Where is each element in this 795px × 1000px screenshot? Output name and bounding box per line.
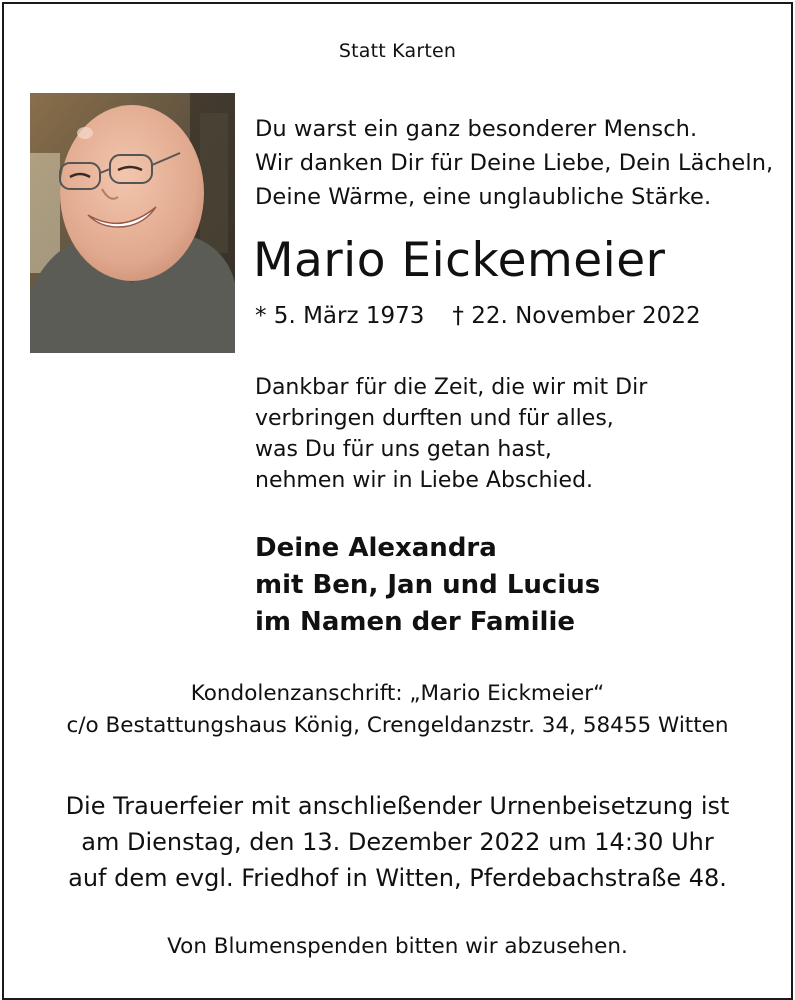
- header-text: Statt Karten: [338, 40, 457, 62]
- intro-line: Wir danken Dir für Deine Liebe, Dein Lächeln,: [255, 150, 774, 176]
- portrait-photo: [30, 93, 235, 353]
- mourners-line: Deine Alexandra: [255, 533, 497, 563]
- thanks-line: Dankbar für die Zeit, die wir mit Dir: [255, 375, 648, 400]
- portrait-illustration: [30, 93, 235, 353]
- thanks-verse: [255, 372, 647, 496]
- mourners-signature: [255, 530, 600, 641]
- thanks-line: was Du für uns getan hast,: [255, 437, 552, 462]
- intro-line: Du warst ein ganz besonderer Mensch.: [255, 116, 698, 142]
- life-dates: [255, 303, 701, 329]
- condolence-line: Kondolenzanschrift: „Mario Eickmeier“: [190, 681, 605, 706]
- flowers-note: Von Blumenspenden bitten wir abzusehen.: [167, 934, 628, 959]
- ceremony-line: Die Trauerfeier mit anschließender Urnenbeisetzung ist: [65, 792, 730, 820]
- birth-date: * 5. März 1973: [255, 303, 425, 329]
- intro-line: Deine Wärme, eine unglaubliche Stärke.: [255, 184, 712, 210]
- mourners-line: im Namen der Familie: [255, 607, 576, 637]
- death-date: † 22. November 2022: [452, 303, 701, 329]
- ceremony-line: am Dienstag, den 13. Dezember 2022 um 14:30 Uhr: [81, 828, 714, 856]
- condolence-line: c/o Bestattungshaus König, Crengeldanzstr. 34, 58455 Witten: [66, 713, 729, 738]
- deceased-name: Mario Eickemeier: [253, 233, 666, 288]
- intro-verse: [255, 112, 773, 214]
- condolence-address: [0, 678, 795, 742]
- thanks-line: nehmen wir in Liebe Abschied.: [255, 468, 594, 493]
- ceremony-info: [0, 788, 795, 896]
- ceremony-line: auf dem evgl. Friedhof in Witten, Pferdebachstraße 48.: [68, 864, 727, 892]
- thanks-line: verbringen durften und für alles,: [255, 406, 614, 431]
- mourners-line: mit Ben, Jan und Lucius: [255, 570, 601, 600]
